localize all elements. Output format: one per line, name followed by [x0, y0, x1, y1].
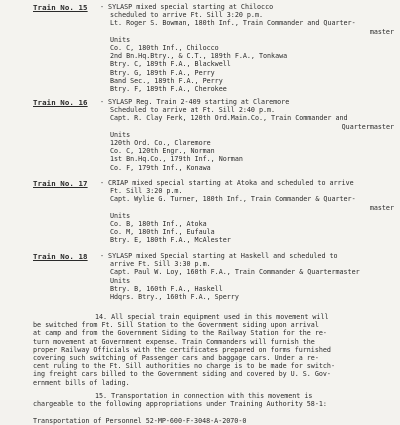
train-detail-line: Btry. F, 189th F.A., Cherokee [110, 84, 227, 93]
paragraph-line [33, 408, 373, 416]
train-detail-line: Co. C, 180th Inf., Chilocco [110, 43, 219, 52]
train-detail-line: Co. F, 179th Inf., Konawa [110, 163, 211, 172]
paragraph-15 [33, 392, 373, 425]
train-label: Train No. 15 [33, 3, 88, 12]
train-label: Train No. 17 [33, 179, 88, 188]
train-detail-line: 2nd Bn.Hq.Btry., & C.T., 189th F.A., Tonkawa [110, 52, 288, 61]
train-detail-line: scheduled to arrive Ft. Sill 3:20 p.m. [110, 11, 263, 20]
paragraph-line: ing freight cars billed to the Government siding and covered by U. S. Gov- [33, 370, 331, 379]
train-detail-line: Capt. Wylie G. Turner, 180th Inf., Train Commander & Quarter- [110, 195, 356, 204]
train-detail-line: Units [110, 35, 131, 44]
train-detail-line: 120th Ord. Co., Claremore [110, 138, 211, 147]
paragraph-line: Transportation of Personnel 52-MP-600-F-3048-A-2070-0 [33, 416, 247, 425]
train-detail-line: Capt. R. Clay Ferk, 120th Ord.Main.Co., Train Commander and [110, 114, 348, 123]
train-detail-line: arrive Ft. Sill 3:30 p.m. [110, 260, 211, 269]
train-details [100, 98, 396, 172]
train-detail-line: Btry. G, 189th F.A., Perry [110, 68, 215, 77]
paragraph-line: ernment bills of lading. [33, 378, 130, 387]
train-detail-line: 1st Bn.Hq.Co., 179th Inf., Norman [110, 155, 243, 164]
train-detail-line: Scheduled to arrive at Ft. Sill 2:40 p.m. [110, 106, 276, 115]
train-detail-line: Band Sec., 189th F.A., Perry [110, 76, 223, 85]
paragraph-line: at camp and from the Government Siding to the Railway Station for the re- [33, 329, 327, 338]
paragraph-line: chargeable to the following appropriations under Training Authority 58-1: [33, 400, 327, 409]
paragraph-line: 14. All special train equipment used in this movement will [95, 313, 329, 321]
train-detail-line: Ft. Sill 3:20 p.m. [110, 187, 183, 196]
paragraph-line: be switched from Ft. Sill Station to the Government siding upon arrival [33, 321, 319, 330]
train-detail-line: - SYLASP mixed special starting at Chilocco [100, 3, 274, 11]
train-detail-line: Units [110, 211, 131, 220]
paragraph-line: proper Railway Officials with the certificates prepared on forms furnished [33, 345, 331, 354]
paragraph-line: 15. Transportation in connection with this movement is [95, 392, 313, 400]
train-detail-line: Btry. C, 189th F.A., Blackwell [110, 60, 231, 69]
train-detail-line: Co. C, 120th Engr., Norman [110, 147, 215, 156]
train-detail-line: - CRIAP mixed special starting at Atoka and scheduled to arrive [100, 179, 354, 187]
train-detail-line: - SYLASP Reg. Train 2-409 starting at Claremore [100, 98, 290, 106]
train-label: Train No. 16 [33, 98, 88, 107]
train-detail-line: Units [110, 130, 131, 139]
train-details [100, 3, 396, 93]
train-detail-line: Quartermaster [341, 122, 394, 131]
train-detail-line: Co. M, 180th Inf., Eufaula [110, 228, 215, 237]
train-detail-line: master [369, 203, 394, 212]
train-detail-line: Capt. Paul W. Loy, 160th F.A., Train Commander & Quartermaster [110, 268, 360, 277]
paragraph-line: turn movement at Government expense. Train Commanders will furnish the [33, 337, 315, 346]
train-label: Train No. 18 [33, 252, 88, 261]
paragraph-14 [33, 313, 373, 387]
train-detail-line: Lt. Roger S. Bowman, 180th Inf., Train Commander and Quarter- [110, 19, 356, 28]
paragraph-line: cent ruling to the Ft. Sill authorities no charge is to be made for switch- [33, 362, 335, 371]
train-detail-line: - SYLASP mixed Special starting at Haskell and scheduled to [100, 252, 338, 260]
paragraph-line: covering such switching of Passenger cars and baggage cars. Under a re- [33, 353, 319, 362]
train-detail-line: Btry. E, 180th F.A., McAlester [110, 236, 231, 245]
train-detail-line: Btry. B, 160th F.A., Haskell [110, 284, 223, 293]
train-detail-line: Hdqrs. Btry., 160th F.A., Sperry [110, 292, 239, 301]
train-details [100, 179, 396, 245]
train-detail-line: Units [110, 276, 131, 285]
train-detail-line: master [369, 27, 394, 36]
train-details [100, 252, 396, 301]
train-detail-line: Co. B, 180th Inf., Atoka [110, 219, 207, 228]
